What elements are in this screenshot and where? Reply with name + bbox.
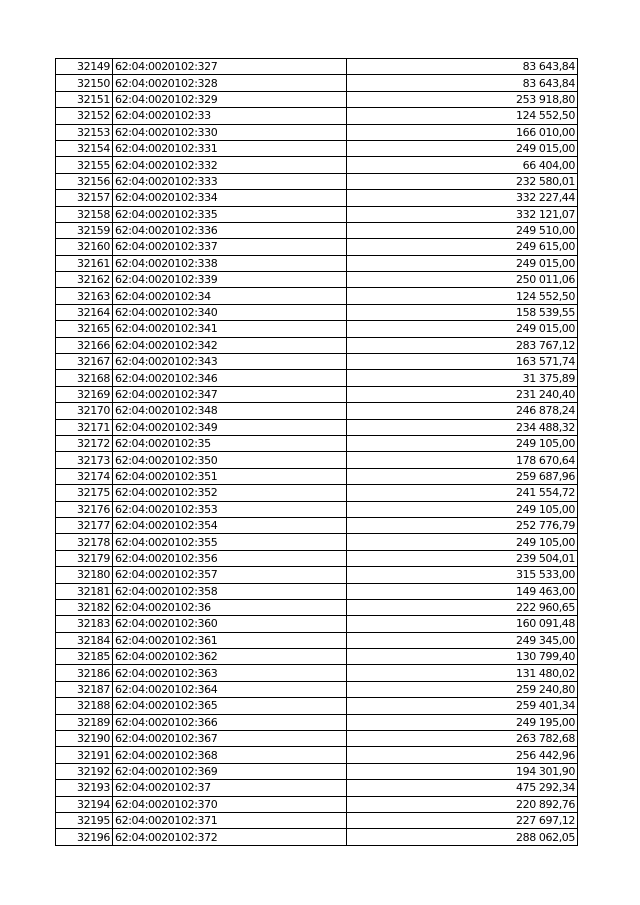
value-cell: 475 292,34 <box>347 780 578 796</box>
cadastral-number-cell: 62:04:0020102:336 <box>113 222 347 238</box>
value-cell: 222 960,65 <box>347 599 578 615</box>
cadastral-number-cell: 62:04:0020102:335 <box>113 206 347 222</box>
value-cell: 83 643,84 <box>347 59 578 75</box>
value-cell: 249 105,00 <box>347 534 578 550</box>
value-cell: 263 782,68 <box>347 731 578 747</box>
row-number-cell: 32163 <box>56 288 113 304</box>
row-number-cell: 32162 <box>56 272 113 288</box>
cadastral-number-cell: 62:04:0020102:351 <box>113 468 347 484</box>
row-number-cell: 32161 <box>56 255 113 271</box>
cadastral-number-cell: 62:04:0020102:356 <box>113 550 347 566</box>
row-number-cell: 32159 <box>56 222 113 238</box>
value-cell: 283 767,12 <box>347 337 578 353</box>
value-cell: 227 697,12 <box>347 812 578 828</box>
row-number-cell: 32190 <box>56 731 113 747</box>
value-cell: 288 062,05 <box>347 829 578 845</box>
row-number-cell: 32191 <box>56 747 113 763</box>
row-number-cell: 32173 <box>56 452 113 468</box>
table-row <box>56 124 578 140</box>
value-cell: 166 010,00 <box>347 124 578 140</box>
value-cell: 250 011,06 <box>347 272 578 288</box>
cadastral-number-cell: 62:04:0020102:348 <box>113 403 347 419</box>
cadastral-number-cell: 62:04:0020102:366 <box>113 714 347 730</box>
value-cell: 234 488,32 <box>347 419 578 435</box>
row-number-cell: 32158 <box>56 206 113 222</box>
table-row <box>56 337 578 353</box>
row-number-cell: 32177 <box>56 517 113 533</box>
row-number-cell: 32183 <box>56 616 113 632</box>
table-row <box>56 222 578 238</box>
row-number-cell: 32180 <box>56 567 113 583</box>
table-row <box>56 157 578 173</box>
table-row <box>56 173 578 189</box>
table-row <box>56 698 578 714</box>
cadastral-number-cell: 62:04:0020102:355 <box>113 534 347 550</box>
row-number-cell: 32188 <box>56 698 113 714</box>
row-number-cell: 32171 <box>56 419 113 435</box>
value-cell: 249 015,00 <box>347 255 578 271</box>
table-row <box>56 255 578 271</box>
cadastral-number-cell: 62:04:0020102:346 <box>113 370 347 386</box>
table-row <box>56 190 578 206</box>
table-row <box>56 731 578 747</box>
value-cell: 256 442,96 <box>347 747 578 763</box>
cadastral-number-cell: 62:04:0020102:361 <box>113 632 347 648</box>
cadastral-number-cell: 62:04:0020102:368 <box>113 747 347 763</box>
table-row <box>56 616 578 632</box>
cadastral-number-cell: 62:04:0020102:372 <box>113 829 347 845</box>
row-number-cell: 32164 <box>56 304 113 320</box>
row-number-cell: 32192 <box>56 763 113 779</box>
table-row <box>56 288 578 304</box>
table-row <box>56 370 578 386</box>
row-number-cell: 32181 <box>56 583 113 599</box>
table-row <box>56 304 578 320</box>
cadastral-number-cell: 62:04:0020102:36 <box>113 599 347 615</box>
cadastral-number-cell: 62:04:0020102:327 <box>113 59 347 75</box>
cadastral-number-cell: 62:04:0020102:371 <box>113 812 347 828</box>
table-row <box>56 452 578 468</box>
cadastral-number-cell: 62:04:0020102:330 <box>113 124 347 140</box>
cadastral-number-cell: 62:04:0020102:33 <box>113 108 347 124</box>
row-number-cell: 32175 <box>56 485 113 501</box>
cadastral-number-cell: 62:04:0020102:338 <box>113 255 347 271</box>
row-number-cell: 32178 <box>56 534 113 550</box>
value-cell: 83 643,84 <box>347 75 578 91</box>
table-row <box>56 812 578 828</box>
value-cell: 130 799,40 <box>347 649 578 665</box>
table-row <box>56 272 578 288</box>
table-row <box>56 550 578 566</box>
value-cell: 249 195,00 <box>347 714 578 730</box>
cadastral-number-cell: 62:04:0020102:332 <box>113 157 347 173</box>
cadastral-number-cell: 62:04:0020102:337 <box>113 239 347 255</box>
value-cell: 149 463,00 <box>347 583 578 599</box>
row-number-cell: 32154 <box>56 140 113 156</box>
value-cell: 160 091,48 <box>347 616 578 632</box>
row-number-cell: 32168 <box>56 370 113 386</box>
row-number-cell: 32167 <box>56 354 113 370</box>
value-cell: 194 301,90 <box>347 763 578 779</box>
row-number-cell: 32172 <box>56 435 113 451</box>
table-row <box>56 534 578 550</box>
cadastral-number-cell: 62:04:0020102:358 <box>113 583 347 599</box>
row-number-cell: 32165 <box>56 321 113 337</box>
table-row <box>56 108 578 124</box>
cadastral-number-cell: 62:04:0020102:339 <box>113 272 347 288</box>
table-row <box>56 419 578 435</box>
cadastral-number-cell: 62:04:0020102:357 <box>113 567 347 583</box>
cadastral-number-cell: 62:04:0020102:328 <box>113 75 347 91</box>
cadastral-number-cell: 62:04:0020102:333 <box>113 173 347 189</box>
table-row <box>56 468 578 484</box>
table-row <box>56 517 578 533</box>
value-cell: 249 015,00 <box>347 321 578 337</box>
table-row <box>56 763 578 779</box>
row-number-cell: 32157 <box>56 190 113 206</box>
value-cell: 259 401,34 <box>347 698 578 714</box>
value-cell: 124 552,50 <box>347 288 578 304</box>
cadastral-number-cell: 62:04:0020102:34 <box>113 288 347 304</box>
row-number-cell: 32184 <box>56 632 113 648</box>
table-row <box>56 321 578 337</box>
value-cell: 249 345,00 <box>347 632 578 648</box>
value-cell: 178 670,64 <box>347 452 578 468</box>
cadastral-number-cell: 62:04:0020102:370 <box>113 796 347 812</box>
value-cell: 315 533,00 <box>347 567 578 583</box>
value-cell: 232 580,01 <box>347 173 578 189</box>
value-cell: 249 615,00 <box>347 239 578 255</box>
value-cell: 124 552,50 <box>347 108 578 124</box>
table-row <box>56 780 578 796</box>
row-number-cell: 32186 <box>56 665 113 681</box>
row-number-cell: 32166 <box>56 337 113 353</box>
value-cell: 158 539,55 <box>347 304 578 320</box>
table-row <box>56 59 578 75</box>
cadastral-number-cell: 62:04:0020102:369 <box>113 763 347 779</box>
value-cell: 259 240,80 <box>347 681 578 697</box>
value-cell: 66 404,00 <box>347 157 578 173</box>
table-row <box>56 583 578 599</box>
table-row <box>56 403 578 419</box>
row-number-cell: 32179 <box>56 550 113 566</box>
cadastral-number-cell: 62:04:0020102:341 <box>113 321 347 337</box>
cadastral-number-cell: 62:04:0020102:343 <box>113 354 347 370</box>
cadastral-number-cell: 62:04:0020102:334 <box>113 190 347 206</box>
value-cell: 252 776,79 <box>347 517 578 533</box>
row-number-cell: 32185 <box>56 649 113 665</box>
row-number-cell: 32195 <box>56 812 113 828</box>
value-cell: 249 105,00 <box>347 435 578 451</box>
value-cell: 249 510,00 <box>347 222 578 238</box>
table-row <box>56 354 578 370</box>
value-cell: 131 480,02 <box>347 665 578 681</box>
cadastral-number-cell: 62:04:0020102:365 <box>113 698 347 714</box>
value-cell: 246 878,24 <box>347 403 578 419</box>
row-number-cell: 32170 <box>56 403 113 419</box>
row-number-cell: 32196 <box>56 829 113 845</box>
row-number-cell: 32194 <box>56 796 113 812</box>
cadastral-number-cell: 62:04:0020102:329 <box>113 91 347 107</box>
cadastral-number-cell: 62:04:0020102:35 <box>113 435 347 451</box>
row-number-cell: 32160 <box>56 239 113 255</box>
table-row <box>56 796 578 812</box>
cadastral-number-cell: 62:04:0020102:364 <box>113 681 347 697</box>
table-row <box>56 681 578 697</box>
table-row <box>56 665 578 681</box>
cadastral-number-cell: 62:04:0020102:363 <box>113 665 347 681</box>
table-body <box>56 59 578 846</box>
row-number-cell: 32150 <box>56 75 113 91</box>
value-cell: 241 554,72 <box>347 485 578 501</box>
row-number-cell: 32193 <box>56 780 113 796</box>
cadastral-number-cell: 62:04:0020102:340 <box>113 304 347 320</box>
row-number-cell: 32169 <box>56 386 113 402</box>
row-number-cell: 32187 <box>56 681 113 697</box>
value-cell: 332 121,07 <box>347 206 578 222</box>
cadastral-number-cell: 62:04:0020102:37 <box>113 780 347 796</box>
cadastral-number-cell: 62:04:0020102:362 <box>113 649 347 665</box>
table-row <box>56 91 578 107</box>
value-cell: 220 892,76 <box>347 796 578 812</box>
row-number-cell: 32189 <box>56 714 113 730</box>
row-number-cell: 32182 <box>56 599 113 615</box>
cadastral-number-cell: 62:04:0020102:354 <box>113 517 347 533</box>
cadastral-number-cell: 62:04:0020102:350 <box>113 452 347 468</box>
row-number-cell: 32176 <box>56 501 113 517</box>
cadastral-number-cell: 62:04:0020102:349 <box>113 419 347 435</box>
row-number-cell: 32152 <box>56 108 113 124</box>
table-row <box>56 485 578 501</box>
value-cell: 249 105,00 <box>347 501 578 517</box>
value-cell: 253 918,80 <box>347 91 578 107</box>
row-number-cell: 32155 <box>56 157 113 173</box>
table-row <box>56 239 578 255</box>
cadastral-number-cell: 62:04:0020102:347 <box>113 386 347 402</box>
table-row <box>56 829 578 845</box>
table-row <box>56 75 578 91</box>
row-number-cell: 32149 <box>56 59 113 75</box>
table-row <box>56 747 578 763</box>
row-number-cell: 32174 <box>56 468 113 484</box>
value-cell: 239 504,01 <box>347 550 578 566</box>
cadastral-number-cell: 62:04:0020102:353 <box>113 501 347 517</box>
table-row <box>56 501 578 517</box>
value-cell: 231 240,40 <box>347 386 578 402</box>
cadastral-number-cell: 62:04:0020102:342 <box>113 337 347 353</box>
table-row <box>56 632 578 648</box>
value-cell: 332 227,44 <box>347 190 578 206</box>
table-row <box>56 140 578 156</box>
table-row <box>56 567 578 583</box>
value-cell: 31 375,89 <box>347 370 578 386</box>
cadastral-number-cell: 62:04:0020102:352 <box>113 485 347 501</box>
table-row <box>56 206 578 222</box>
table-row <box>56 649 578 665</box>
table-row <box>56 599 578 615</box>
table-row <box>56 386 578 402</box>
row-number-cell: 32156 <box>56 173 113 189</box>
table-row <box>56 714 578 730</box>
cadastral-number-cell: 62:04:0020102:360 <box>113 616 347 632</box>
value-cell: 249 015,00 <box>347 140 578 156</box>
row-number-cell: 32153 <box>56 124 113 140</box>
value-cell: 163 571,74 <box>347 354 578 370</box>
value-cell: 259 687,96 <box>347 468 578 484</box>
row-number-cell: 32151 <box>56 91 113 107</box>
cadastral-value-table <box>55 58 578 846</box>
table-row <box>56 435 578 451</box>
cadastral-number-cell: 62:04:0020102:331 <box>113 140 347 156</box>
cadastral-number-cell: 62:04:0020102:367 <box>113 731 347 747</box>
